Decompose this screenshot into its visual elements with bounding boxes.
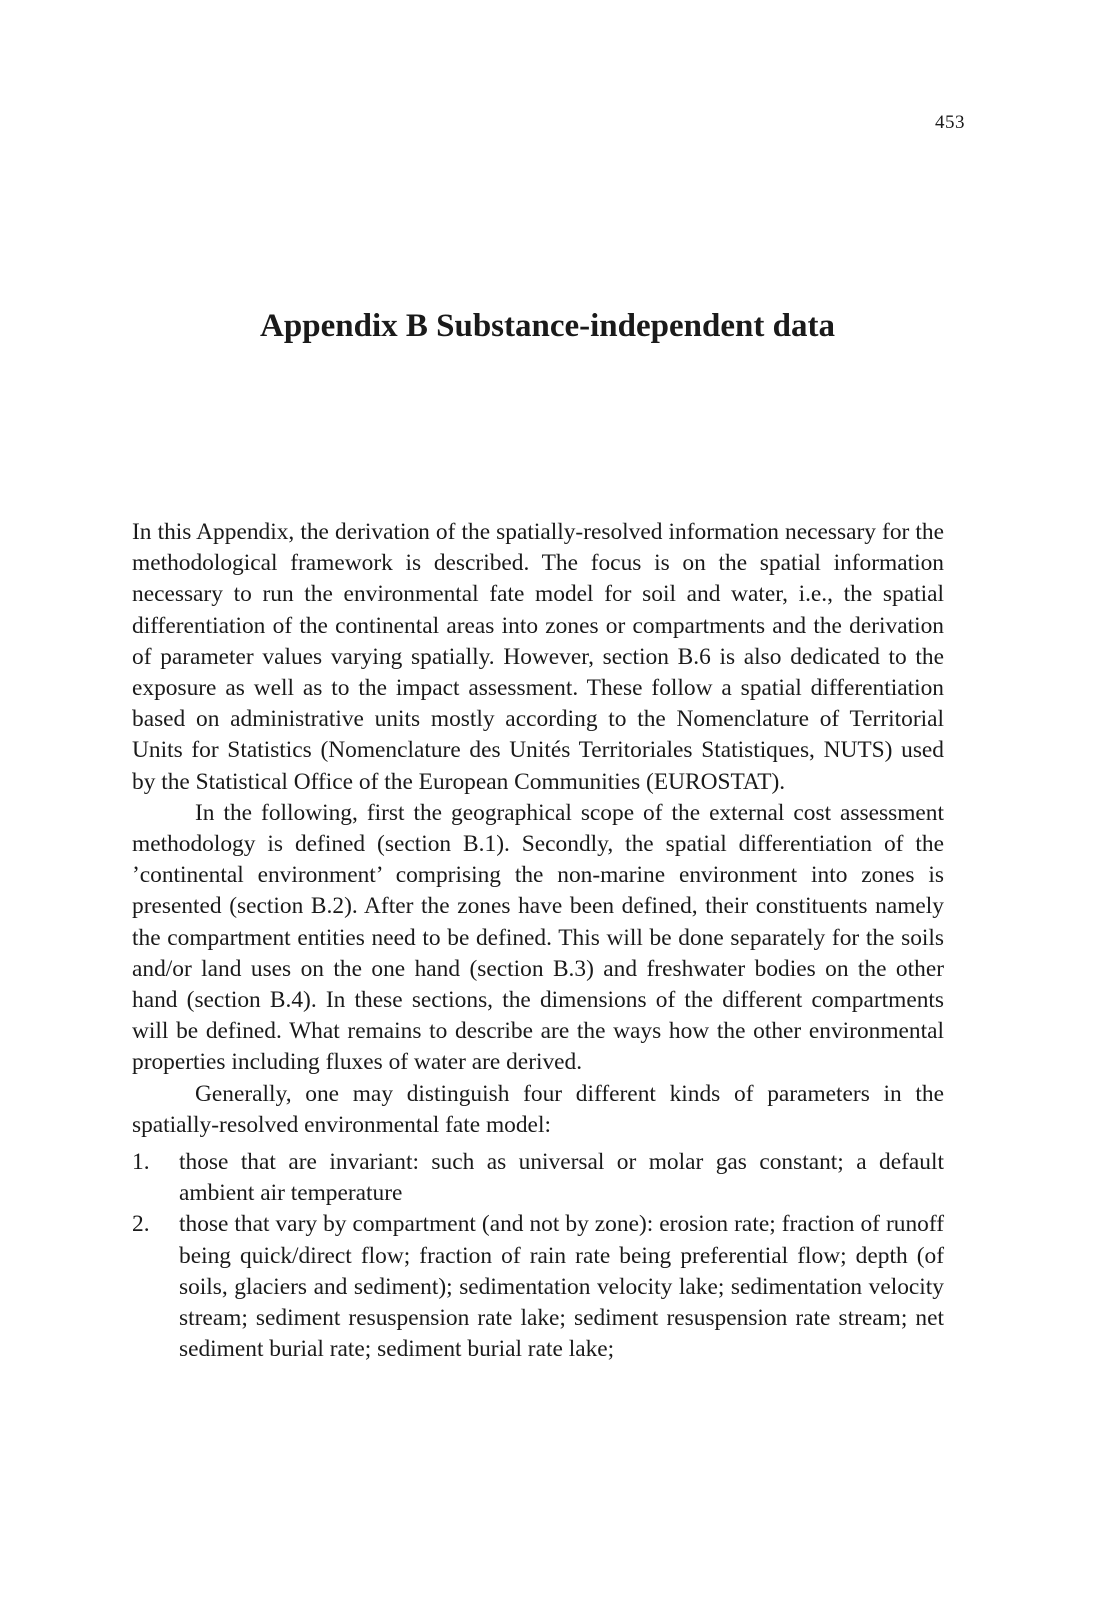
list-item-number: 1. <box>132 1149 150 1176</box>
page-title: Appendix B Substance-independent data <box>260 308 835 344</box>
list-item-text: those that are invariant: such as universal or molar gas constant; a default ambient air temperature <box>179 1149 944 1207</box>
parameter-list <box>132 1147 944 1365</box>
page-number: 453 <box>935 112 965 133</box>
paragraph: In the following, first the geographical scope of the external cost assessment methodology is defined (section B.1). Secondly, the spatial differentiation of the ’continental environment’ comprising the non-marine environment into zones is presented (section B.2). After the zones have been defined, their constituents namely the compartment entities need to be defined. This will be done separately for the soils and/or land uses on the one hand (section B.3) and freshwater bodies on the other hand (section B.4). In these sections, the dimensions of the different compartments will be defined. What remains to describe are the ways how the other environmental properties including fluxes of water are derived. <box>132 799 944 1076</box>
list-item-text: those that vary by compartment (and not by zone): erosion rate; fraction of runoff being quick/direct flow; fraction of rain rate being preferential flow; depth (of soils, glaciers and sediment); sedimentation velocity lake; sedimentation velocity stream; sediment resuspension rate lake; sediment resuspension rate stream; net sediment burial rate; sediment burial rate lake; <box>179 1211 944 1363</box>
list-item <box>132 1147 944 1209</box>
list-item-number: 2. <box>132 1211 150 1238</box>
body-text <box>132 517 944 1365</box>
paragraph: In this Appendix, the derivation of the spatially-resolved information necessary for the methodological framework is described. The focus is on the spatial information necessary to run the environmental fate model for soil and water, i.e., the spatial differentiation of the continental areas into zones or compartments and the derivation of parameter values varying spatially. However, section B.6 is also dedicated to the exposure as well as to the impact assessment. These follow a spatial differentiation based on administrative units mostly according to the Nomenclature of Territorial Units for Statistics (Nomenclature des Unités Territoriales Statistiques, NUTS) used by the Statistical Office of the European Communities (EUROSTAT). <box>132 519 944 795</box>
list-item <box>132 1209 944 1365</box>
paragraph: Generally, one may distinguish four different kinds of parameters in the spatially-resolved environmental fate model: <box>132 1080 944 1138</box>
